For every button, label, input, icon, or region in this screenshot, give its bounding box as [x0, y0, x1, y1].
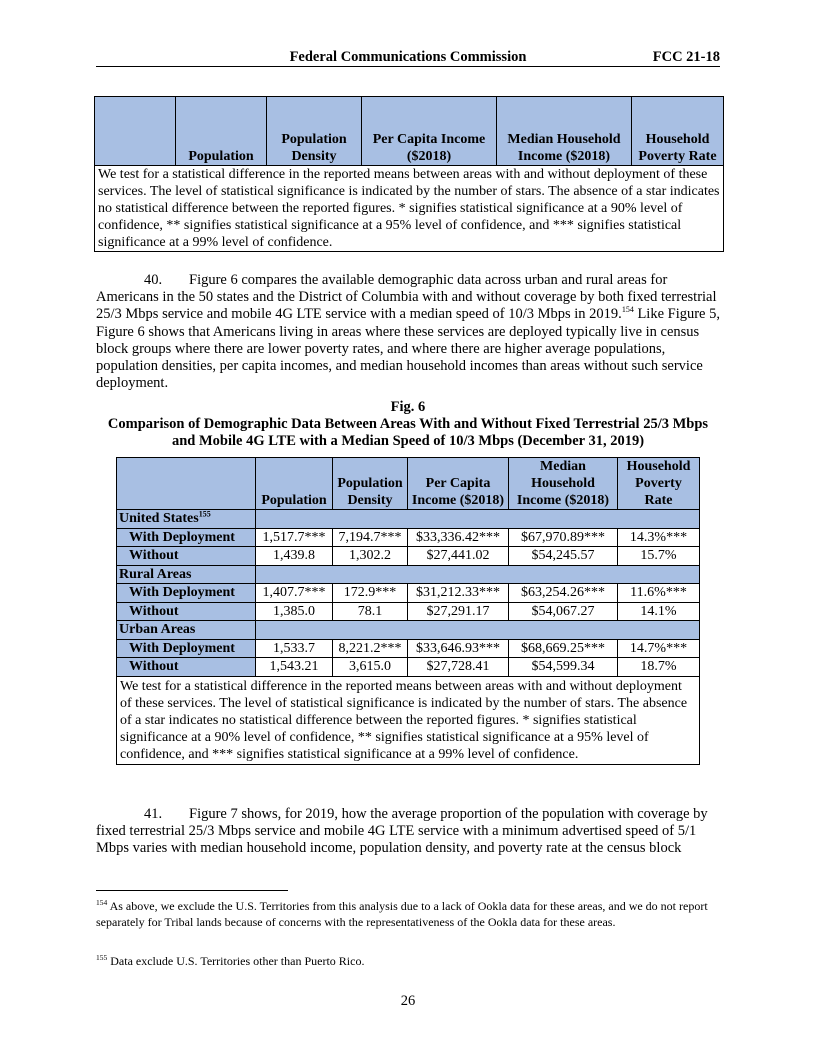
- row-label: Without: [117, 658, 256, 677]
- empty-header-cell: [95, 97, 176, 166]
- table-header-row: [95, 97, 724, 166]
- column-header: Household Poverty Rate: [618, 458, 700, 510]
- group-label: United States$^{155}$: [117, 510, 256, 529]
- table-row: [117, 547, 700, 566]
- column-header: Median Household Income ($2018): [497, 97, 632, 166]
- table-cell: 8,221.2***: [333, 639, 408, 658]
- column-header: Median Household Income ($2018): [509, 458, 618, 510]
- table-cell: $54,245.57: [509, 547, 618, 566]
- footnote-ref: 155: [198, 509, 211, 519]
- table-cell: 78.1: [333, 602, 408, 621]
- table-header-row: [117, 458, 700, 510]
- header-doc-id: FCC 21-18: [652, 49, 720, 65]
- paragraph-number: 40.: [144, 272, 163, 288]
- figure-6-table: [116, 457, 700, 765]
- paragraph-text-cont: Like Figure 5, Figure 6 shows that Americans living in areas where these services are deployed typically live in census block groups where there are lower poverty rates, and where there are higher average populations, population densities, per capita incomes, and median household incomes than areas without such service deployment.: [96, 306, 720, 392]
- table-cell: $63,254.26***: [509, 584, 618, 603]
- table-cell: 3,615.0: [333, 658, 408, 677]
- row-label: With Deployment: [117, 584, 256, 603]
- group-row: [117, 621, 700, 640]
- group-row: [117, 510, 700, 529]
- empty-header-cell: [117, 458, 256, 510]
- table-row: [117, 658, 700, 677]
- column-header: Per Capita Income ($2018): [362, 97, 497, 166]
- table-cell: $67,970.89***: [509, 528, 618, 547]
- table-cell: 14.3%***: [618, 528, 700, 547]
- table-note-row: [117, 676, 700, 764]
- footnote-155: [96, 953, 720, 969]
- table-row: [117, 639, 700, 658]
- table-cell: 7,194.7***: [333, 528, 408, 547]
- footnote-number: 154: [96, 898, 108, 907]
- footnote-text: As above, we exclude the U.S. Territories from this analysis due to a lack of Ookla data for these areas, and we do not report separately for Tribal lands because of concerns with the representativeness of the Ookla data for these areas.: [96, 899, 708, 929]
- page-number: 26: [400, 993, 416, 1009]
- footnote-154: [96, 898, 720, 930]
- footnote-ref: 154: [621, 305, 634, 315]
- table-cell: $54,599.34: [509, 658, 618, 677]
- table-cell: 172.9***: [333, 584, 408, 603]
- header-title: Federal Communications Commission: [289, 49, 527, 65]
- row-label: With Deployment: [117, 639, 256, 658]
- table-cell: 1,543.21: [256, 658, 333, 677]
- table-cell: $27,728.41: [408, 658, 509, 677]
- table-row: [117, 602, 700, 621]
- table-cell: 1,407.7***: [256, 584, 333, 603]
- row-label: Without: [117, 547, 256, 566]
- table-cell: $54,067.27: [509, 602, 618, 621]
- figure-label: Fig. 6: [390, 399, 426, 415]
- paragraph-text: Figure 7 shows, for 2019, how the average proportion of the population with coverage by fixed terrestrial 25/3 Mbps service and mobile 4G LTE service with a minimum advertised speed of 5/1 Mbps varies with median household income, population density, and poverty rate at the census block: [96, 806, 708, 857]
- table-note-row: [95, 166, 724, 252]
- table-note: We test for a statistical difference in the reported means between areas with and without deployment of these services. The level of statistical significance is indicated by the number of stars. The absence of a star indicates no statistical difference between the reported figures. * signifies statistical significance at a 90% level of confidence, ** signifies statistical significance at a 95% level of confidence, and *** signifies statistical significance at a 99% level of confidence.: [95, 166, 724, 252]
- page-header: [96, 49, 720, 67]
- table-cell: $33,646.93***: [408, 639, 509, 658]
- column-header: Population: [176, 97, 267, 166]
- table-cell: 15.7%: [618, 547, 700, 566]
- table-cell: $31,212.33***: [408, 584, 509, 603]
- table-cell: $27,441.02: [408, 547, 509, 566]
- table-cell: $68,669.25***: [509, 639, 618, 658]
- footnote-number: 155: [96, 953, 108, 962]
- figure-title-line2: and Mobile 4G LTE with a Median Speed of 10/3 Mbps (December 31, 2019): [171, 433, 645, 449]
- table-cell: 1,533.7: [256, 639, 333, 658]
- paragraph-number: 41.: [144, 806, 163, 822]
- group-label: Rural Areas: [117, 565, 256, 584]
- table-cell: 1,385.0: [256, 602, 333, 621]
- paragraph-41: [96, 806, 720, 858]
- table-cell: 1,517.7***: [256, 528, 333, 547]
- row-label: Without: [117, 602, 256, 621]
- table-row: [117, 584, 700, 603]
- footnote-divider: [96, 890, 288, 891]
- column-header: Per Capita Income ($2018): [408, 458, 509, 510]
- paragraph-40: [96, 272, 720, 392]
- column-header: Household Poverty Rate: [632, 97, 724, 166]
- column-header: Population: [256, 458, 333, 510]
- table-cell: $33,336.42***: [408, 528, 509, 547]
- paragraph-text: Figure 6 compares the available demographic data across urban and rural areas for Americans in the 50 states and the District of Columbia with and without coverage by both fixed terrestrial 25/3 Mbps service and mobile 4G LTE service with a median speed of 10/3 Mbps in 2019.: [96, 272, 717, 323]
- column-header: Population Density: [267, 97, 362, 166]
- table-cell: 14.7%***: [618, 639, 700, 658]
- continued-table: [94, 96, 724, 252]
- table-note: We test for a statistical difference in the reported means between areas with and without deployment of these services. The level of statistical significance is indicated by the number of stars. The absence of a star indicates no statistical difference between the reported figures. * signifies statistical significance at a 90% level of confidence, ** signifies statistical significance at a 95% level of confidence, and *** signifies statistical significance at a 99% level of confidence.: [117, 676, 700, 764]
- footnote-text: Data exclude U.S. Territories other than Puerto Rico.: [107, 954, 365, 968]
- table-cell: 18.7%: [618, 658, 700, 677]
- table-cell: 1,439.8: [256, 547, 333, 566]
- table-cell: 1,302.2: [333, 547, 408, 566]
- group-row: [117, 565, 700, 584]
- figure-title-line1: Comparison of Demographic Data Between Areas With and Without Fixed Terrestrial 25/3 Mbps: [107, 416, 709, 432]
- table-cell: $27,291.17: [408, 602, 509, 621]
- row-label: With Deployment: [117, 528, 256, 547]
- group-label: Urban Areas: [117, 621, 256, 640]
- column-header: Population Density: [333, 458, 408, 510]
- table-row: [117, 528, 700, 547]
- table-cell: 14.1%: [618, 602, 700, 621]
- table-cell: 11.6%***: [618, 584, 700, 603]
